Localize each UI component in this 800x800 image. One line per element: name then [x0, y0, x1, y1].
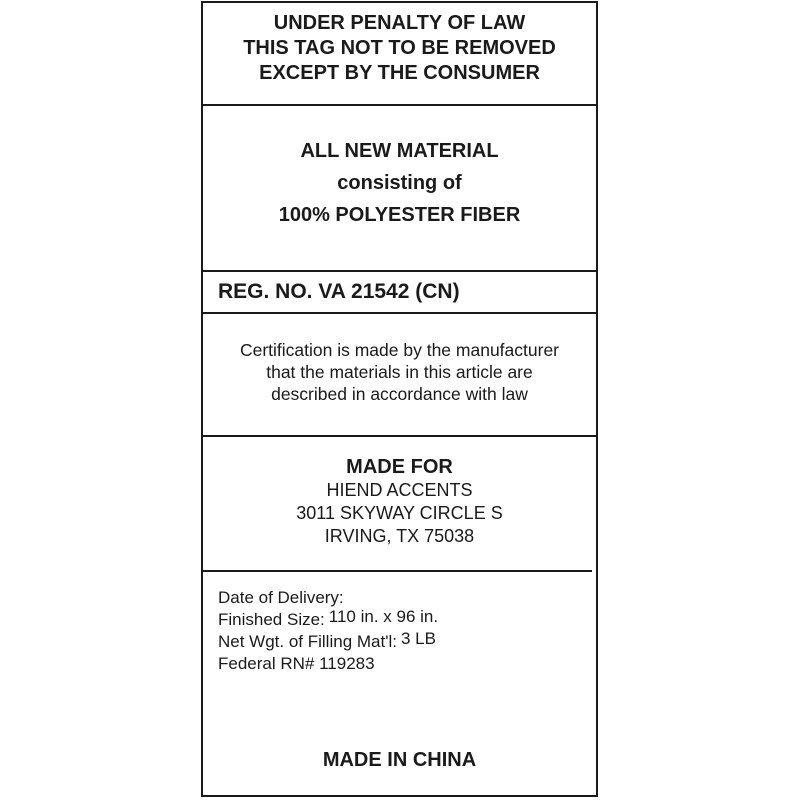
made-for-heading: MADE FOR: [346, 456, 453, 478]
details-section: [203, 575, 596, 797]
certification-section: [203, 315, 596, 435]
registration-section: [203, 273, 596, 313]
certification-line-3: described in accordance with law: [271, 384, 528, 404]
law-tag: [201, 1, 598, 797]
country-of-origin: MADE IN CHINA: [322, 749, 477, 771]
finished-size-value: 110 in. x 96 in.: [328, 607, 439, 626]
warning-line-3: EXCEPT BY THE CONSUMER: [259, 62, 540, 84]
street-address: 3011 SKYWAY CIRCLE S: [296, 503, 503, 523]
city-address: IRVING, TX 75038: [324, 526, 475, 546]
divider: [203, 270, 596, 272]
warning-line-2: THIS TAG NOT TO BE REMOVED: [243, 37, 556, 59]
divider: [203, 104, 596, 106]
company-name: HIEND ACCENTS: [326, 480, 473, 500]
certification-line-2: that the materials in this article are: [266, 362, 533, 382]
certification-line-1: Certification is made by the manufacturer: [239, 340, 560, 360]
warning-section: [203, 3, 596, 105]
registration-number: REG. NO. VA 21542 (CN): [218, 280, 460, 303]
delivery-date-label: Date of Delivery:: [218, 588, 344, 607]
material-line-3: 100% POLYESTER FIBER: [278, 204, 521, 226]
filling-weight-row: [218, 631, 596, 653]
filling-weight-label: Net Wgt. of Filling Mat'l:: [218, 632, 397, 651]
divider: [203, 312, 596, 314]
federal-rn: Federal RN# 119283: [218, 654, 375, 673]
finished-size-label: Finished Size:: [218, 610, 325, 629]
material-section: [203, 107, 596, 271]
made-for-section: [203, 437, 596, 571]
warning-line-1: UNDER PENALTY OF LAW: [273, 12, 526, 34]
filling-weight-value: 3 LB: [400, 629, 436, 648]
material-line-2: consisting of: [337, 172, 462, 194]
material-line-1: ALL NEW MATERIAL: [300, 140, 499, 162]
divider: [203, 570, 592, 572]
